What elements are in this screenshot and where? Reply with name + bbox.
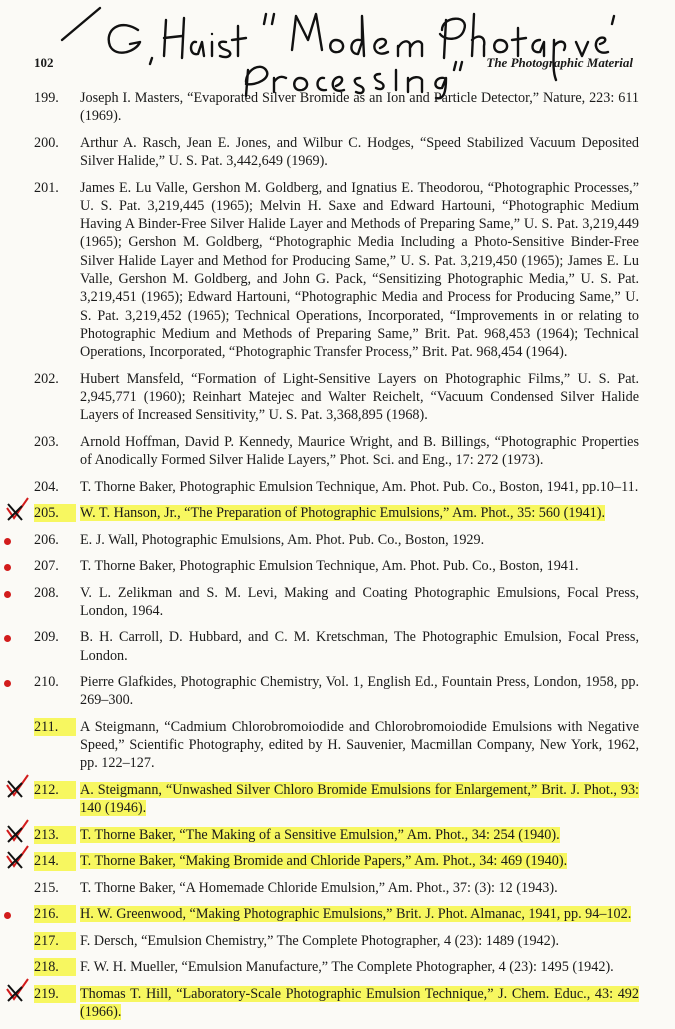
reference-text: Arthur A. Rasch, Jean E. Jones, and Wilbur C. Hodges, “Speed Stabilized Vacuum Deposited Silver Halide,” U. S. Pat. 3,442,649 (1969). [80, 134, 639, 170]
handwritten-note [60, 0, 620, 100]
reference-item [34, 958, 639, 976]
reference-number: 199. [34, 90, 59, 106]
reference-item [34, 531, 639, 549]
reference-number: 211. [34, 718, 76, 736]
reference-text: Hubert Mansfeld, “Formation of Light-Sensitive Layers on Photographic Films,” U. S. Pat. 2,945,771 (1960); Reinhart Matejec and Walter Reichelt, “Vacuum Condensed Silver Halide Layers of Increased Sensitivity,” U. S. Pat. 3,368,895 (1968). [80, 370, 639, 424]
red-dot-mark-icon [4, 538, 11, 545]
reference-number: 204. [34, 478, 59, 495]
reference-item [34, 557, 639, 575]
reference-text: Joseph I. Masters, “Evaporated Silver Bromide as an Ion and Particle Detector,” Nature, 223: 611 (1969). [80, 90, 639, 125]
reference-item [34, 89, 639, 126]
reference-item [34, 433, 639, 470]
reference-text: T. Thorne Baker, “The Making of a Sensitive Emulsion,” Am. Phot., 34: 254 (1940). [80, 826, 560, 843]
reference-number: 219. [34, 985, 76, 1003]
reference-item [34, 584, 639, 621]
red-dot-mark-icon [4, 680, 11, 687]
reference-number: 212. [34, 781, 76, 799]
check-x-mark-icon [4, 773, 30, 799]
reference-text: H. W. Greenwood, “Making Photographic Emulsions,” Brit. J. Phot. Almanac, 1941, pp. 94–102. [80, 906, 632, 923]
reference-item [34, 852, 639, 870]
reference-number: 207. [34, 558, 59, 575]
reference-number: 217. [34, 932, 76, 950]
reference-number: 202. [34, 370, 59, 387]
reference-number: 201. [34, 179, 59, 196]
reference-item [34, 504, 639, 522]
check-x-mark-icon [4, 977, 30, 1003]
reference-item [34, 932, 639, 950]
reference-text: T. Thorne Baker, Photographic Emulsion Technique, Am. Phot. Pub. Co., Boston, 1941, pp.10–11. [80, 478, 639, 495]
reference-number: 203. [34, 433, 59, 450]
red-dot-mark-icon [4, 912, 11, 919]
reference-item [34, 718, 639, 773]
reference-item [34, 826, 639, 844]
reference-text: B. H. Carroll, D. Hubbard, and C. M. Kretschman, The Photographic Emulsion, Focal Press, London. [80, 629, 639, 664]
check-x-mark-icon [4, 496, 30, 522]
reference-number: 215. [34, 879, 59, 896]
reference-number: 210. [34, 674, 59, 691]
check-x-mark-icon [4, 844, 30, 870]
reference-number: 218. [34, 958, 76, 976]
reference-number: 216. [34, 905, 76, 923]
reference-text: A. Steigmann, “Unwashed Silver Chloro Bromide Emulsions for Enlargement,” Brit. J. Phot., 93: 140 (1946). [80, 781, 639, 817]
reference-number: 214. [34, 852, 76, 870]
reference-number: 206. [34, 531, 59, 548]
reference-item [34, 879, 639, 897]
reference-item [34, 370, 639, 425]
reference-item [34, 134, 639, 171]
reference-item [34, 781, 639, 818]
reference-text: V. L. Zelikman and S. M. Levi, Making and Coating Photographic Emulsions, Focal Press, London, 1964. [80, 584, 639, 619]
reference-item [34, 985, 639, 1022]
reference-text: T. Thorne Baker, “A Homemade Chloride Emulsion,” Am. Phot., 37: (3): 12 (1943). [80, 879, 558, 896]
reference-text: W. T. Hanson, Jr., “The Preparation of Photographic Emulsions,” Am. Phot., 35: 560 (1941). [80, 505, 606, 522]
reference-text: Thomas T. Hill, “Laboratory-Scale Photographic Emulsion Technique,” J. Chem. Educ., 43: 492 (1966). [80, 985, 639, 1020]
reference-list [34, 89, 639, 1029]
red-dot-mark-icon [4, 591, 11, 598]
reference-text: A Steigmann, “Cadmium Chlorobromoiodide and Chlorobromoiodide Emulsions with Negative Speed,” Scientific Photography, edited by H. Sauvenier, Macmillan Company, New York, 1962, pp. 122–127. [80, 718, 639, 772]
reference-item [34, 478, 639, 496]
check-x-mark-icon [4, 818, 30, 844]
reference-text: James E. Lu Valle, Gershon M. Goldberg, and Ignatius E. Theodorou, “Photographic Processes,” U. S. Pat. 3,219,445 (1965); Melvin H. Saxe and Edward Hartouni, “Photographic Medium Having A Binder-Free Silver Halide Layer and Methods of Preparing Same,” U. S. Pat. 3,219,449 (1965); Gershon M. Goldberg, “Photographic Media Including a Photo-Sensitive Binder-Free Silver Halide Layer and Method for Producing Same,” U. S. Pat. 3,219,450 (1965); James E. Lu Valle, Gershon M. Goldberg, and John G. Pack, “Sensitizing Photographic Media,” U. S. Pat. 3,219,451 (1965); Edward Hartouni, “Photographic Media and Process for Producing Same,” U. S. Pat. 3,219,452 (1965); Technical Operations, Incorporated, “Improvements in or relating to Photographic Medium and Methods of Preparing Same,” Brit. Pat. 968,453 (1964); Technical Operations, Incorporated, “Photographic Transfer Process,” Brit. Pat. 968,454 (1964). [80, 179, 639, 361]
red-dot-mark-icon [4, 564, 11, 571]
reference-number: 200. [34, 134, 59, 151]
reference-number: 205. [34, 504, 76, 522]
reference-number: 208. [34, 584, 59, 601]
reference-number: 213. [34, 826, 76, 844]
running-head: The Photographic Material [486, 55, 633, 70]
reference-text: Pierre Glafkides, Photographic Chemistry, Vol. 1, English Ed., Fountain Press, London, 1958, pp. 269–300. [80, 674, 639, 709]
page-number: 102 [34, 55, 54, 70]
reference-text: T. Thorne Baker, “Making Bromide and Chloride Papers,” Am. Phot., 34: 469 (1940). [80, 853, 568, 870]
reference-text: T. Thorne Baker, Photographic Emulsion Technique, Am. Phot. Pub. Co., Boston, 1941. [80, 558, 579, 575]
reference-text: Arnold Hoffman, David P. Kennedy, Maurice Wright, and B. Billings, “Photographic Properties of Anodically Formed Silver Halide Layers,” Phot. Sci. and Eng., 17: 272 (1973). [80, 433, 639, 469]
reference-text: F. Dersch, “Emulsion Chemistry,” The Complete Photographer, 4 (23): 1489 (1942). [80, 932, 560, 949]
reference-item [34, 673, 639, 710]
reference-text: E. J. Wall, Photographic Emulsions, Am. Phot. Pub. Co., Boston, 1929. [80, 531, 485, 548]
reference-item [34, 628, 639, 665]
reference-text: F. W. H. Mueller, “Emulsion Manufacture,” The Complete Photographer, 4 (23): 1495 (1942). [80, 959, 614, 976]
reference-item [34, 905, 639, 923]
red-dot-mark-icon [4, 635, 11, 642]
reference-number: 209. [34, 629, 59, 646]
reference-item [34, 179, 639, 362]
